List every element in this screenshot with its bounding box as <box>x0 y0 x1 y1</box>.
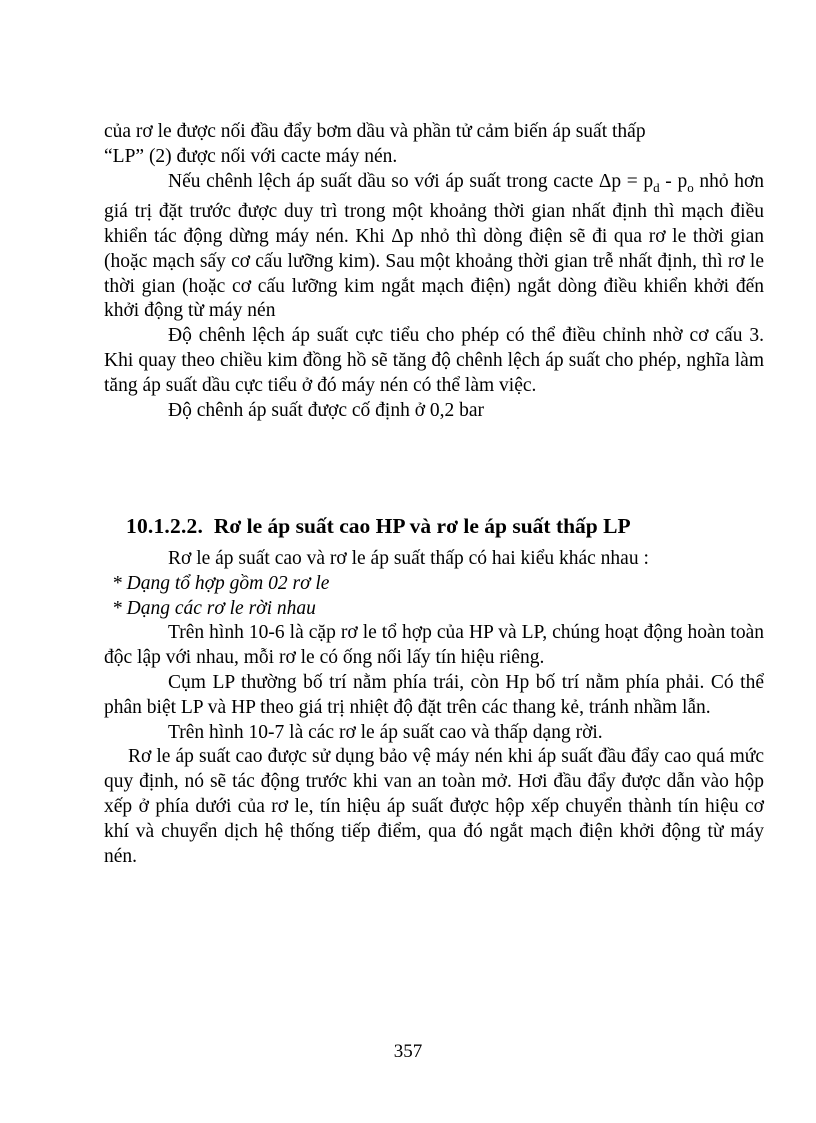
bullet-item-combined: * Dạng tổ hợp gồm 02 rơ le <box>112 572 330 594</box>
section-title: Rơ le áp suất cao HP và rơ le áp suất thấp LP <box>213 514 631 538</box>
paragraph-intro: Rơ le áp suất cao và rơ le áp suất thấp có hai kiểu khác nhau : <box>168 548 649 569</box>
paragraph-figure-10-7: Trên hình 10-7 là các rơ le áp suất cao và thấp dạng rời. <box>168 721 603 743</box>
paragraph-min-pressure: Độ chênh lệch áp suất cực tiểu cho phép có thể điều chỉnh nhờ cơ cấu 3. Khi quay theo chiều kim đồng hồ sẽ tăng độ chênh lệch áp suất cho phép, nghĩa làm tăng áp suất dầu cực tiểu ở đó máy nén có thể làm việc. <box>104 325 764 396</box>
paragraph-pressure-difference: Nếu chênh lệch áp suất dầu so với áp suất trong cacte $\Delta p = p_d - p_o$ nhỏ hơn giá trị đặt trước được duy trì trong một khoảng thời gian nhất định thì mạch điều khiển tác động dừng máy nén. Khi Δp nhỏ thì dòng điện sẽ đi qua rơ le thời gian (hoặc mạch sấy cơ cấu lưỡng kim). Sau một khoảng thời gian trễ nhất định, thì rơ le thời gian (hoặc cơ cấu lưỡng kim ngắt mạch điện) ngắt dòng điều khiển khởi đến khởi động từ máy nén <box>104 170 765 322</box>
paragraph-figure-10-6: Trên hình 10-6 là cặp rơ le tổ hợp của HP và LP, chúng hoạt động hoàn toàn độc lập với nhau, mỗi rơ le có ống nối lấy tín hiệu riêng. <box>104 622 764 669</box>
bullet-item-separate: * Dạng các rơ le rời nhau <box>112 597 316 619</box>
paragraph-continuation-line1: của rơ le được nối đầu đẩy bơm dầu và phần tử cảm biến áp suất thấp <box>104 121 646 142</box>
text-block-bottom <box>104 547 764 869</box>
paragraph-lp-hp-arrangement: Cụm LP thường bố trí nằm phía trái, còn Hp bố trí nằm phía phải. Có thể phân biệt LP và HP theo giá trị nhiệt độ đặt trên các thang kẻ, tránh nhầm lẫn. <box>104 671 764 718</box>
text-block-top <box>104 120 764 423</box>
section-heading <box>126 514 631 539</box>
paragraph-continuation-line2: “LP” (2) được nối với cacte máy nén. <box>104 145 398 167</box>
section-number: 10.1.2.2. <box>126 514 204 538</box>
paragraph-high-pressure-relay: Rơ le áp suất cao được sử dụng bảo vệ máy nén khi áp suất đầu đẩy cao quá mức quy định, nó sẽ tác động trước khi van an toàn mở. Hơi đầu đẩy được dẫn vào hộp xếp ở phía dưới của rơ le, tín hiệu áp suất được hộp xếp chuyển thành tín hiệu cơ khí và chuyển dịch hệ thống tiếp điểm, qua đó ngắt mạch điện khởi động từ máy nén. <box>104 746 764 867</box>
paragraph-fixed-difference: Độ chênh áp suất được cố định ở 0,2 bar <box>168 399 485 421</box>
page-number: 357 <box>393 1041 423 1062</box>
